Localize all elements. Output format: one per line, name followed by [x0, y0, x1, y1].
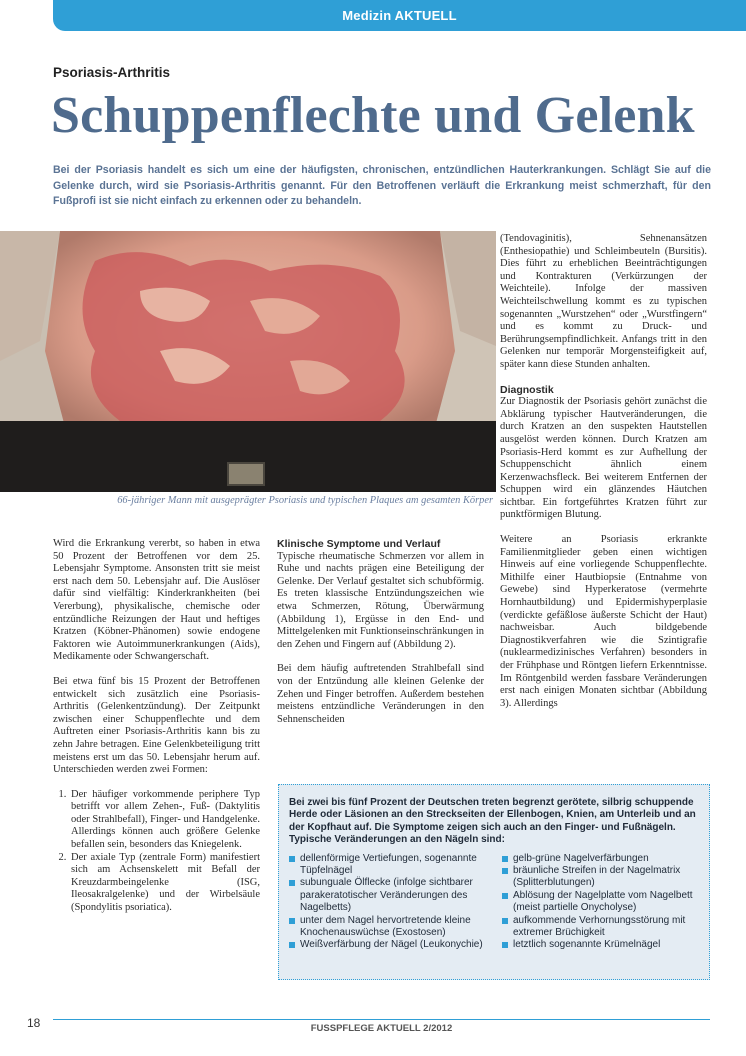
- nail-changes-left-list: [289, 853, 486, 952]
- col2-paragraph-1: Typische rheumatische Schmerzen vor allem in Ruhe und nachts prägen eine Beteiligung der Gelenke. Der Verlauf gestaltet sich schubförmig. Es treten klassische Entzündungszeichen wie etwa Schmerzen, Rötung, Überwärmung (Abbildung 1), Ergüsse in den End- und Mittelgelenken mit Funktionseinschränkungen in den Zehen und Fingern auf (Abbildung 2).: [277, 550, 484, 650]
- list-item: 1. Der häufiger vorkommende periphere Typ betrifft vor allem Zehen-, Fuß- (Daktylitis oder Strahlbefall), Finger- und Handgelenke. Allerdings können auch größere Gelenke befallen sein, besonders das Kniegelenk.: [69, 789, 260, 852]
- list-item: dellenförmige Vertiefungen, sogenannte Tüpfelnägel: [289, 853, 486, 878]
- list-item: Weißverfärbung der Nägel (Leukonychie): [289, 939, 486, 951]
- col1-paragraph-2: Bei etwa fünf bis 15 Prozent der Betroffenen entwickelt sich zusätzlich eine Psoriasis-Arthritis (Gelenkentzündung). Der Zeitpunkt zwischen einer Schuppenflechte und dem Auftreten einer Psoriasis-Arthritis kann bis zu zehn Jahre betragen. Eine Gelenkbeteiligung tritt meistens erst um das 50. Lebensjahr herum auf. Unterschieden werden zwei Formen:: [53, 675, 260, 776]
- col3-paragraph-1: (Tendovaginitis), Sehnenansätzen (Enthesiopathie) und Schleimbeuteln (Bursitis). Dies führt zu erheblichen Beeinträchtigungen und Kontrakturen (Verkürzungen der Weichteile). Infolge der massiven Weichteilschwellung kommt es zu typischen sogenannten „Wurstzehen“ oder „Wurstfingern“ und es kommt zu Druck- und Berührungsempfindlichkeit. Anfangs tritt in den Gelenken nur temporär Morgensteifigkeit auf, später kann diese Stunden anhalten.: [500, 233, 707, 370]
- list-item: unter dem Nagel hervortretende kleine Knochenauswüchse (Exostosen): [289, 915, 486, 940]
- article-lead: Bei der Psoriasis handelt es sich um eine der häufigsten, chronischen, entzündlichen Hauterkrankungen. Schlägt Sie auf die Gelenke durch, wird sie Psoriasis-Arthritis genannt. Für den Betroffenen verläuft die Erkrankung meist schmerzhaft, für den Fußprofi ist sie nicht einfach zu erkennen oder zu behandeln.: [53, 164, 711, 207]
- col3-paragraph-2: Zur Diagnostik der Psoriasis gehört zunächst die Abklärung typischer Hautveränderungen, die durch Kratzen an den suspekten Hautstellen ausgelöst werden können. Durch Kratzen am Psoriasis-Herd kommt es zur Aufhellung der Schuppenschicht ähnlich einem Kerzenwachsfleck. Bei weiterem Entfernen der Schuppen wird ein glänzendes Häutchen sichtbar. Ein fortgeführtes Kratzen führt zur punktförmigen Blutung.: [500, 396, 707, 521]
- photo-caption: 66-jähriger Mann mit ausgeprägter Psoriasis und typischen Plaques am gesamten Körper: [117, 495, 493, 506]
- arthritis-forms-list: [53, 789, 260, 915]
- column-3: [500, 233, 707, 722]
- info-box-intro: Bei zwei bis fünf Prozent der Deutschen treten begrenzt gerötete, silbrig schuppende Herde oder Läsionen an den Streckseiten der Ellenbogen, Knien, am Unterleib und an der Kopfhaut auf. Die Symptome zeigen sich auch an den Finger- und Fußnägeln. Typische Veränderungen an den Nägeln sind:: [289, 797, 696, 846]
- info-box-nail-changes: [278, 784, 710, 980]
- list-item: Ablösung der Nagelplatte vom Nagelbett (meist partielle Onycholyse): [502, 890, 699, 915]
- nail-changes-right-list: [502, 853, 699, 952]
- list-item: gelb-grüne Nagelverfärbungen: [502, 853, 699, 865]
- list-item: letztlich sogenannte Krümelnägel: [502, 939, 699, 951]
- list-item: subunguale Ölflecke (infolge sichtbarer parakeratotischer Veränderungen des Nagelbetts): [289, 877, 486, 914]
- section-heading-diagnostik: Diagnostik: [500, 383, 554, 396]
- section-heading-symptoms: Klinische Symptome und Verlauf: [277, 538, 441, 550]
- section-header-bar: [53, 0, 746, 31]
- article-photo: [0, 231, 496, 492]
- list-item: aufkommende Verhornungsstörung mit extremer Brüchigkeit: [502, 915, 699, 940]
- column-1: [53, 538, 260, 915]
- publication-name: FUSSPFLEGE AKTUELL 2/2012: [310, 1023, 453, 1034]
- psoriasis-photo-illustration: [0, 231, 496, 492]
- column-2: [277, 538, 484, 738]
- col3-paragraph-3: Weitere an Psoriasis erkrankte Familienmitglieder geben einen wichtigen Hinweis auf eine vorliegende Schuppenflechte. Mithilfe einer Hautbiopsie (Entnahme von Gewebe) sind Hyperkeratose (vermehrte Hornhautbildung) und Epidermishyperplasie (verdickte gefäßlose äußerste Schicht der Haut) nachweisbar. Auch bildgebende Diagnostikverfahren wie die Szintigrafie (nuklearmedizinisches Verfahren) besonders in der Frühphase und Röntgen liefern Erkenntnisse. Im Röntgenbild werden fassbare Veränderungen erst nach einigen Monaten sichtbar (Abbildung 3). Allerdings: [500, 534, 707, 709]
- footer-divider: [53, 1019, 710, 1020]
- list-item: bräunliche Streifen in der Nagelmatrix (Splitterblutungen): [502, 865, 699, 890]
- col1-paragraph-1: Wird die Erkrankung vererbt, so haben in etwa 50 Prozent der Betroffenen vor dem 25. Lebensjahr Symptome. Ansonsten tritt sie meist erst nach dem 50. Lebensjahr auf. Die Auslöser dafür sind vielfältig: Kinderkrankheiten (bei Vererbung), physikalische, chemische oder entzündliche Reizungen der Haut und heftiges Kratzen (Köbner-Phänomen) sowie endogene Faktoren wie Autoimmunerkrankungen (Aids), Medikamente oder Schwangerschaft.: [53, 538, 260, 663]
- list-item: 2. Der axiale Typ (zentrale Form) manifestiert sich am Achsenskelett mit Befall der Kreuzdarmbeingelenke (ISG, Ileosakralgelenke) und der Wirbelsäule (Spondylitis psoriatica).: [69, 852, 260, 915]
- nail-changes-lists: [289, 853, 699, 952]
- article-title: Schuppenflechte und Gelenk: [51, 87, 695, 144]
- col2-paragraph-2: Bei dem häufig auftretenden Strahlbefall sind von der Entzündung alle kleinen Gelenke der Zehen und Finger betroffen. Außerdem bestehen meistens entzündliche Veränderungen in den Sehnenscheiden: [277, 663, 484, 725]
- section-label: Medizin AKTUELL: [342, 8, 457, 23]
- article-kicker: Psoriasis-Arthritis: [53, 65, 171, 80]
- page-number: 18: [27, 1016, 41, 1030]
